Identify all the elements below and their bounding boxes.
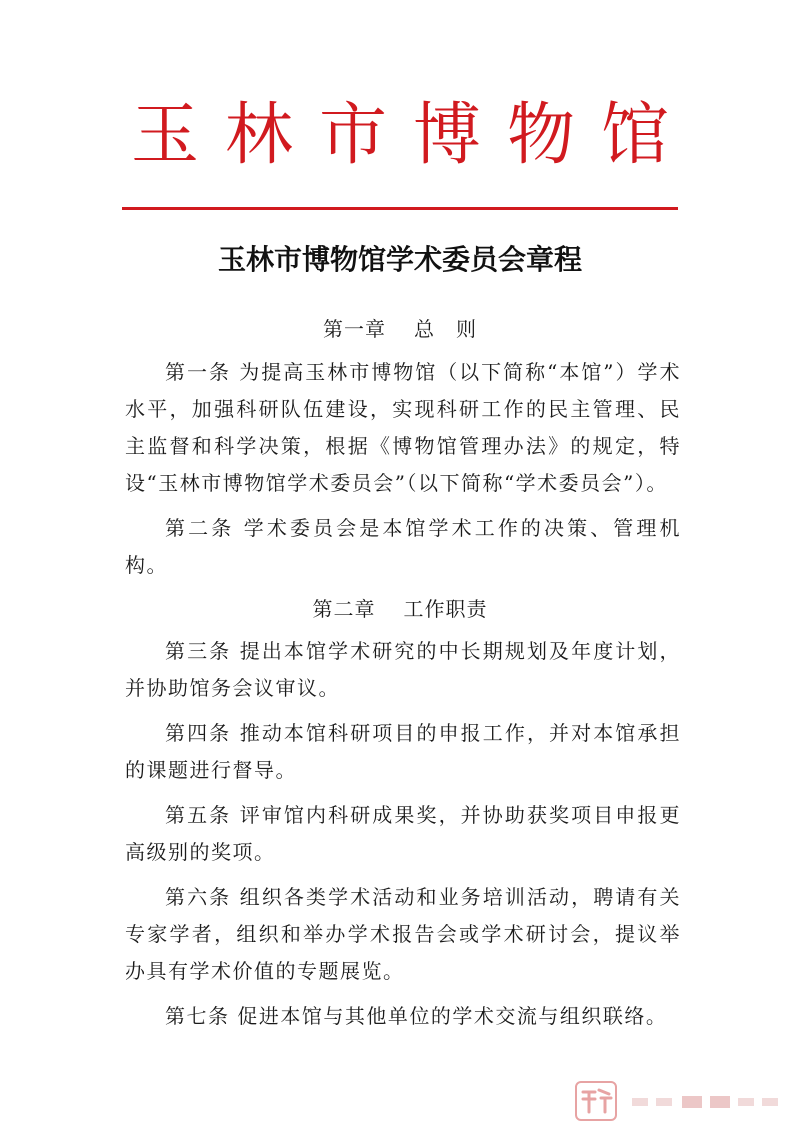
watermark (574, 1080, 774, 1122)
article-2: 第二条 学术委员会是本馆学术工作的决策、管理机构。 (125, 516, 681, 577)
article-5: 第五条 评审馆内科研成果奖，并协助获奖项目申报更高级别的奖项。 (125, 803, 681, 864)
chapter-2-name: 工作职责 (403, 597, 488, 621)
document-title: 玉林市博物馆学术委员会章程 (217, 243, 582, 276)
chapter-1-heading (0, 314, 800, 344)
letterhead-title: 玉林市博物馆 (130, 96, 695, 175)
article-7: 第七条 促进本馆与其他单位的学术交流与组织联络。 (165, 1004, 668, 1028)
chapter-2-heading (0, 594, 800, 624)
article-1: 第一条 为提高玉林市博物馆（以下简称“本馆”）学术水平，加强科研队伍建设，实现科研工作的民主管理、民主监督和科学决策，根据《博物馆管理办法》的规定，特设“玉林市博物馆学术委员会”（以下简称“学术委员会”）。 (125, 360, 681, 495)
chapter-2-body (125, 633, 681, 1035)
chapter-2-number: 第二章 (312, 597, 376, 621)
article-6: 第六条 组织各类学术活动和业务培训活动，聘请有关专家学者，组织和举办学术报告会或学术研讨会，提议举办具有学术价值的专题展览。 (125, 885, 681, 983)
watermark-text-mark (632, 1092, 782, 1112)
chapter-1-name: 总 则 (414, 317, 477, 341)
red-divider-line (122, 207, 678, 210)
chapter-1-number: 第一章 (323, 317, 386, 341)
article-3: 第三条 提出本馆学术研究的中长期规划及年度计划，并协助馆务会议审议。 (125, 639, 681, 700)
article-4: 第四条 推动本馆科研项目的申报工作，并对本馆承担的课题进行督导。 (125, 721, 681, 782)
seal-logo-icon (574, 1080, 618, 1122)
chapter-1-body (125, 354, 681, 584)
